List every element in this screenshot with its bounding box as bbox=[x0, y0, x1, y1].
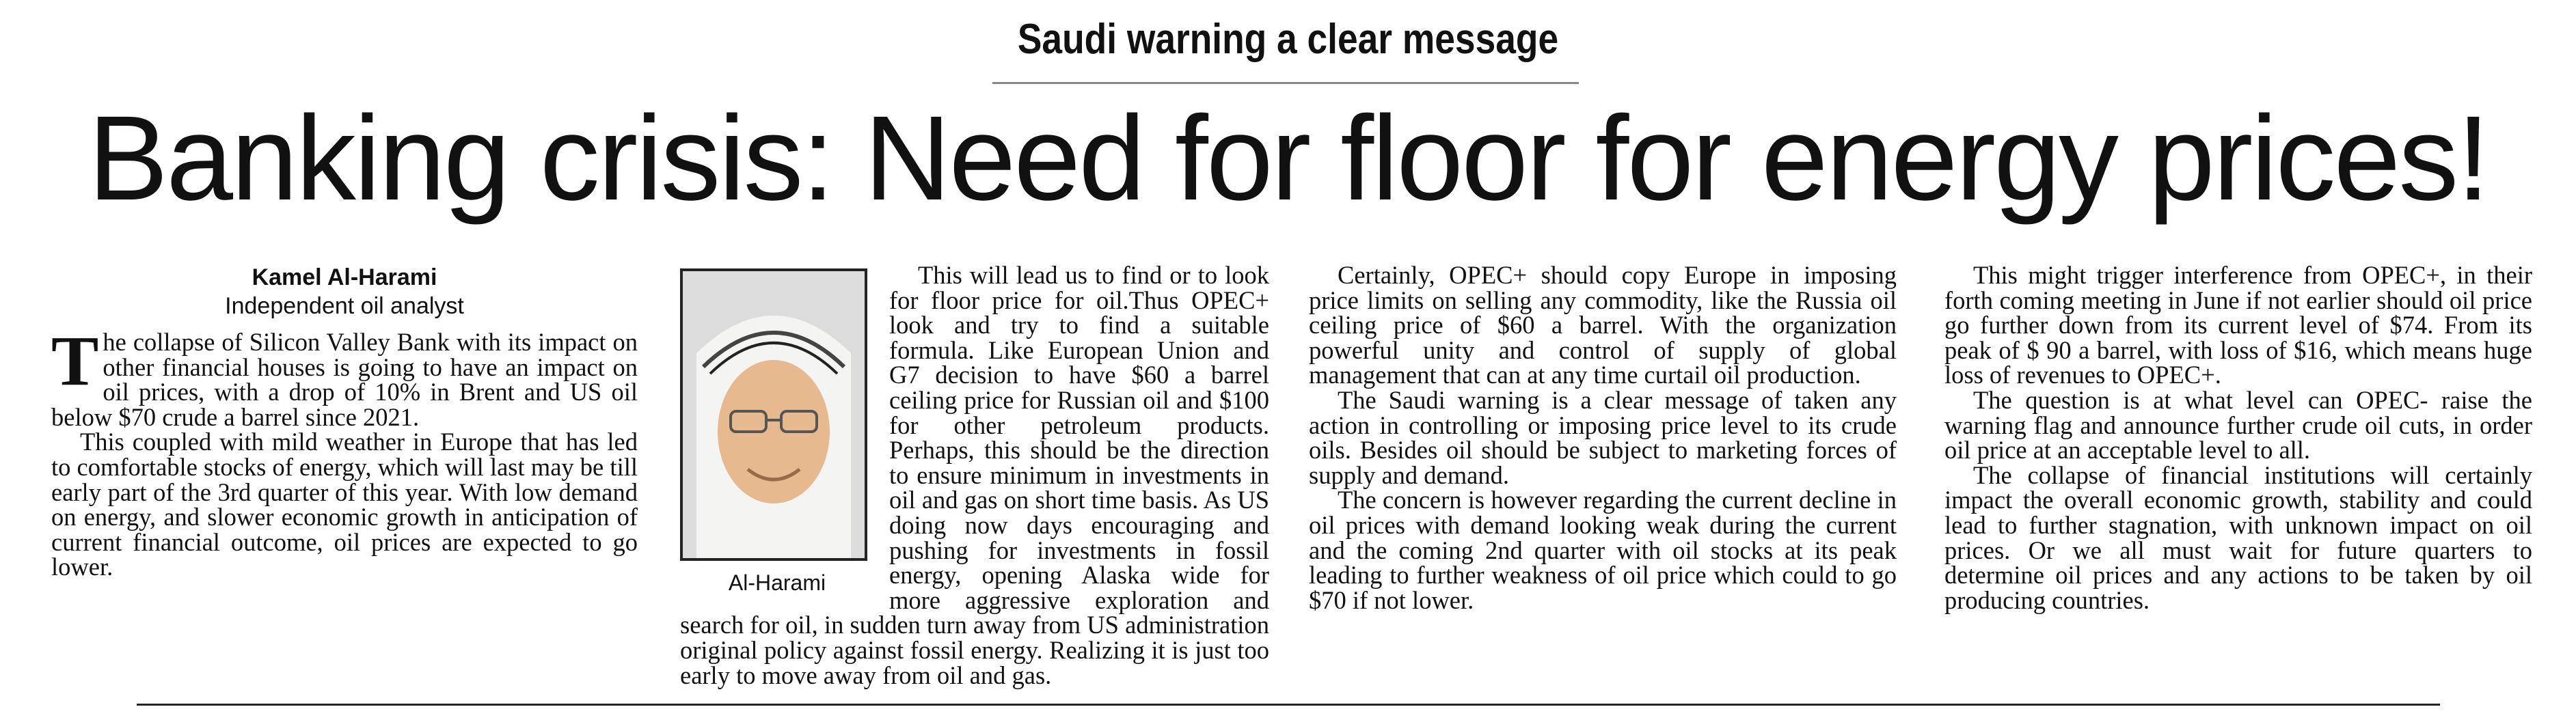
paragraph-3: This will lead us to find or to look for floor price for oil.Thus OPEC+ look and try to find a suitable formula. Like European Union and G7 decision to have $60 a barrel ceiling price for Russian oil and $100 for other petroleum products. Perhaps, this should be the direction to ensure minimum in investments in oil and gas on short time basis. As US doing now days encouraging and pushing for investments in fossil energy, opening Alaska wide for more aggressive exploration and search for oil, in sudden turn away from US administration original policy against fossil energy. Realizing it is just too early to move away from oil and gas. bbox=[680, 261, 1269, 689]
drop-cap: T bbox=[51, 322, 99, 400]
column-2 bbox=[680, 263, 1269, 688]
paragraph-2: This coupled with mild weather in Europe that has led to comfortable stocks of energy, which will last may be till early part of the 3rd quarter of this year. With low demand on energy, and slower economic growth in anticipation of current financial outcome, oil prices are expected to go lower. bbox=[51, 428, 638, 581]
paragraph-6: The concern is however regarding the current decline in oil prices with demand looking weak during the current and the coming 2nd quarter with oil stocks at its peak leading to further weakness of oil price which could to go $70 if not lower. bbox=[1309, 486, 1897, 614]
byline bbox=[51, 263, 638, 320]
bottom-rule bbox=[137, 704, 2440, 706]
author-portrait-illustration bbox=[683, 271, 865, 558]
paragraph-9: The collapse of financial institutions will certainly impact the overall economic growth, stability and could lead to further stagnation, with unknown impact on oil prices. Or we all must wait for future quarters to determine oil prices and any actions to be taken by oil producing countries. bbox=[1944, 460, 2532, 614]
paragraph-1-text: he collapse of Silicon Valley Bank with its impact on other financial houses is going to have an impact on oil prices, with a drop of 10% in Brent and US oil below $70 crude a barrel since 2021. bbox=[51, 328, 638, 431]
column-4 bbox=[1944, 263, 2532, 613]
author-photo-box bbox=[680, 268, 874, 596]
paragraph-5: The Saudi warning is a clear message of taken any action in controlling or imposing price level to its crude oils. Besides oil should be subject to marketing forces of supply and demand. bbox=[1309, 385, 1897, 489]
kicker-heading: Saudi warning a clear message bbox=[1017, 16, 1559, 63]
photo-caption: Al-Harami bbox=[728, 570, 826, 595]
paragraph-8: The question is at what level can OPEC- raise the warning flag and announce further crude oil cuts, in order oil price at an acceptable level to all. bbox=[1944, 385, 2532, 465]
kicker-rule bbox=[992, 82, 1579, 84]
paragraph-4: Certainly, OPEC+ should copy Europe in imposing price limits on selling any commodity, like the Russia oil ceiling price of $60 a barrel. With the organization powerful unity and control of supply of global management that can at any time curtail oil production. bbox=[1309, 261, 1897, 389]
author-name: Kamel Al-Harami bbox=[252, 264, 437, 290]
column-1 bbox=[51, 263, 638, 580]
author-role: Independent oil analyst bbox=[225, 293, 464, 319]
column-3 bbox=[1309, 263, 1897, 613]
paragraph-1 bbox=[51, 322, 638, 431]
author-photo bbox=[680, 268, 867, 561]
paragraph-7: This might trigger interference from OPEC+, in their forth coming meeting in June if not earlier should oil price go further down from its current level of $74. From its peak of $ 90 a barrel, with loss of $16, which means huge loss of revenues to OPEC+. bbox=[1944, 261, 2532, 389]
headline: Banking crisis: Need for floor for energy prices! bbox=[87, 92, 2489, 225]
